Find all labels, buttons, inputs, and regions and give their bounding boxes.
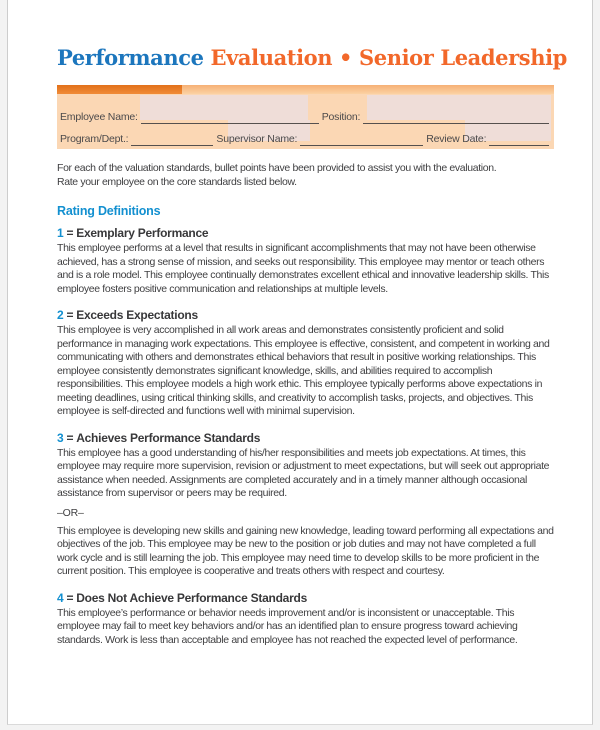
section-1-equals: = <box>66 226 74 240</box>
review-date-field[interactable] <box>489 134 549 146</box>
section-4-heading <box>57 591 554 605</box>
section-1-title: Exemplary Performance <box>76 226 209 240</box>
header-bar-dark-segment <box>57 85 182 94</box>
rating-section-3 <box>57 431 554 579</box>
section-3-title: Achieves Performance Standards <box>76 430 261 445</box>
section-3-or-separator: –OR– <box>57 506 84 519</box>
section-1-body: This employee performs at a level that results in significant accomplishments that may not have been otherwise achieved, has a strong sense of mission, and seeks out responsibility. This employee may mentor or teach others and is a role model. This employee continually demonstrates excellent ethical and innovative leadership skills. This employee fosters positive communication and relationships at multiple levels. <box>57 242 549 295</box>
section-3-equals: = <box>66 430 74 445</box>
position-label: Position: <box>321 111 361 123</box>
section-3-number: 3 <box>57 430 64 445</box>
section-2-number: 2 <box>57 308 64 322</box>
section-3-body: This employee has a good understanding of his/her responsibilities and meets job expectations. At times, this employee may require more supervision, revision or adjustment to meet expectations, but will seek out appropriate assistance when needed. Assignments are completed accurately and in a timely manner although occasional assistance from supervisor or peers may be required. <box>57 446 550 499</box>
title-evaluation-senior-leadership: Evaluation • Senior Leadership <box>210 45 567 70</box>
section-4-equals: = <box>66 590 74 605</box>
header-divider-bar <box>57 85 554 94</box>
form-row-2 <box>60 124 551 146</box>
title-performance: Performance <box>57 45 211 70</box>
rating-section-1 <box>57 226 554 296</box>
position-field[interactable] <box>363 112 549 124</box>
rating-section-2 <box>57 308 554 419</box>
employee-info-form <box>57 94 554 149</box>
employee-name-field[interactable] <box>141 112 319 124</box>
section-2-body: This employee is very accomplished in all work areas and demonstrates consistently proficient and solid performance in managing work expectations. This employee is effective, consistent, and competent in working and communicating with others and demonstrates ethical behaviors that result in positive working relationships. This employee consistently demonstrates significant knowledge, skills, and abilities required to accomplish responsibilities. This employee models a high work ethic. This employee typically performs above expectations in meeting deadlines, using critical thinking skills, and creativity to accomplish tasks, projects, and objectives. This employee is self-directed and functions well with minimal supervision. <box>57 324 550 417</box>
form-row-1 <box>60 102 551 124</box>
program-dept-label: Program/Dept.: <box>60 133 129 145</box>
document-page <box>7 0 593 725</box>
section-4-title: Does Not Achieve Performance Standards <box>76 590 308 605</box>
page-content <box>57 45 567 647</box>
page-title <box>57 45 567 70</box>
intro-line-2: Rate your employee on the core standards listed below. <box>57 175 297 188</box>
section-2-title: Exceeds Expectations <box>76 308 198 322</box>
section-2-heading <box>57 308 554 322</box>
section-3-body-2: This employee is developing new skills and gaining new knowledge, leading toward performing all expectations and objectives of the job. This employee may be new to the position or job duties and may not have completed a full work cycle and is still learning the job. This employee may need time to develop skills to be more proficient in the current position. This employee is cooperative and treats others with respect and courtesy. <box>57 524 554 577</box>
header-bar-light-segment <box>182 85 554 94</box>
program-dept-field[interactable] <box>131 134 213 146</box>
section-3-heading <box>57 431 554 445</box>
intro-line-1: For each of the valuation standards, bullet points have been provided to assist you with the evaluation. <box>57 162 497 174</box>
rating-definitions-heading: Rating Definitions <box>57 204 161 218</box>
section-1-heading <box>57 226 554 240</box>
rating-section-4 <box>57 591 554 648</box>
supervisor-name-label: Supervisor Name: <box>216 133 298 145</box>
employee-name-label: Employee Name: <box>60 111 138 123</box>
intro-text <box>57 162 554 189</box>
section-1-number: 1 <box>57 226 64 240</box>
section-2-equals: = <box>66 308 74 322</box>
review-date-label: Review Date: <box>426 133 487 145</box>
supervisor-name-field[interactable] <box>300 134 423 146</box>
section-4-body: This employee’s performance or behavior needs improvement and/or is inconsistent or unacceptable. This employee may fail to meet key behaviors and/or has an identified plan to ensure progress toward achieving standards. Work is less than acceptable and employee has not reached the expected level of performance. <box>57 606 518 646</box>
section-4-number: 4 <box>57 590 64 605</box>
